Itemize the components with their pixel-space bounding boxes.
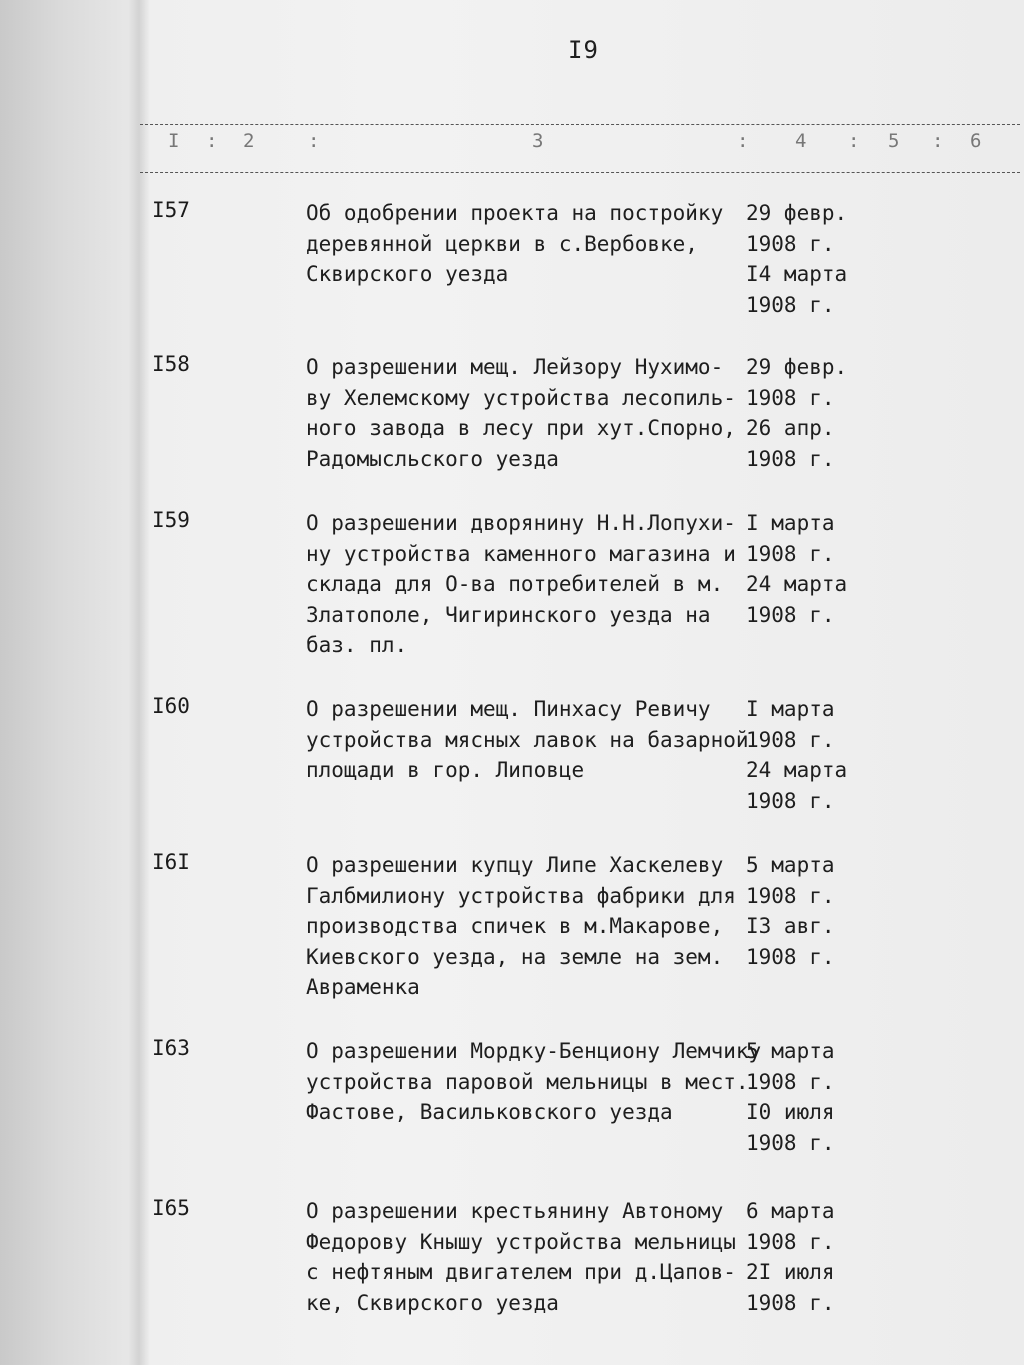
entry-date-line: 1908 г. [746, 1229, 835, 1254]
column-header-3: 3 [532, 130, 544, 152]
entry-number: I65 [152, 1196, 190, 1220]
page-number: I9 [568, 36, 599, 64]
entry-title-line: Авраменка [306, 975, 420, 999]
entry-date-line: I4 марта [746, 262, 848, 286]
entry-date-line: 5 марта [746, 853, 835, 877]
entry-date-line: I марта [746, 511, 835, 535]
entry-title-line: О разрешении Мордку-Бенциону Лемчику [306, 1039, 762, 1063]
column-header-5: 5 [888, 130, 900, 152]
entry-dates [746, 198, 886, 320]
entry-date-line: 2I июля [746, 1260, 835, 1284]
entry-title-line: ного завода в лесу при хут.Спорно, [306, 416, 736, 440]
column-separator: : [848, 130, 860, 152]
entry-date-line: I0 июля [746, 1100, 835, 1124]
column-separator: : [206, 130, 218, 152]
entry-date-line: 26 апр. [746, 416, 835, 440]
entry-title-line: ке, Сквирского уезда [306, 1290, 559, 1315]
entry-title-line: Федорову Кнышу устройства мельницы [306, 1229, 736, 1254]
entry-date-line: 1908 г. [746, 231, 835, 256]
entry-title [306, 850, 756, 1003]
column-header-6: 6 [970, 130, 982, 152]
entry-date-line: 29 февр. [746, 201, 848, 225]
entry-title-line: Сквирского уезда [306, 262, 509, 286]
entry-number: I58 [152, 352, 190, 376]
entry-dates [746, 694, 886, 816]
entry-title [306, 352, 756, 474]
entry-title [306, 694, 756, 786]
entry-title-line: О разрешении дворянину Н.Н.Лопухи- [306, 511, 736, 535]
entry-number: I6I [152, 850, 190, 874]
entry-title-line: О разрешении мещ. Пинхасу Ревичу [306, 697, 711, 721]
entry-date-line: 24 марта [746, 758, 848, 782]
entry-date-line: 1908 г. [746, 446, 835, 471]
column-separator: : [308, 130, 320, 152]
entry-date-line: 1908 г. [746, 883, 835, 908]
entry-dates [746, 1036, 886, 1158]
entry-date-line: 1908 г. [746, 1069, 835, 1094]
entry-title [306, 1036, 762, 1128]
entry-title-line: производства спичек в м.Макарове, [306, 914, 724, 938]
column-header-1: I [168, 130, 180, 152]
entry-title-line: О разрешении крестьянину Автоному [306, 1199, 724, 1223]
entry-title-line: Радомысльского уезда [306, 446, 559, 471]
entry-title-line: О разрешении купцу Липе Хаскелеву [306, 853, 724, 877]
entry-title-line: ну устройства каменного магазина и [306, 541, 736, 566]
column-separator: : [932, 130, 944, 152]
entry-title-line: деревянной церкви в с.Вербовке, [306, 231, 698, 256]
entry-date-line: I марта [746, 697, 835, 721]
entry-title-line: Об одобрении проекта на постройку [306, 201, 724, 225]
entry-date-line: 1908 г. [746, 602, 835, 627]
entry-title-line: Фастове, Васильковского уезда [306, 1100, 673, 1124]
entry-dates [746, 352, 886, 474]
entry-dates [746, 508, 886, 630]
entry-date-line: 24 марта [746, 572, 848, 596]
page-spine-shadow [128, 0, 150, 1365]
entry-number: I57 [152, 198, 190, 222]
entry-title-line: устройства паровой мельницы в мест. [306, 1069, 749, 1094]
column-header-row [140, 130, 1020, 164]
header-rule-top [140, 124, 1020, 125]
entry-title-line: устройства мясных лавок на базарной [306, 727, 749, 752]
entry-date-line: 5 марта [746, 1039, 835, 1063]
entry-title [306, 198, 756, 290]
entry-number: I60 [152, 694, 190, 718]
entry-date-line: 1908 г. [746, 292, 835, 317]
entry-date-line: 1908 г. [746, 1290, 835, 1315]
entry-title-line: Галбмилиону устройства фабрики для [306, 883, 736, 908]
entry-title-line: О разрешении мещ. Лейзору Нухимо- [306, 355, 724, 379]
entry-date-line: I3 авг. [746, 914, 835, 938]
entry-title-line: Златополе, Чигиринского уезда на [306, 602, 711, 627]
entry-date-line: 29 февр. [746, 355, 848, 379]
entry-number: I63 [152, 1036, 190, 1060]
column-header-4: 4 [795, 130, 807, 152]
column-header-2: 2 [243, 130, 255, 152]
entry-title-line: баз. пл. [306, 633, 408, 657]
entry-title-line: ву Хелемскому устройства лесопиль- [306, 385, 736, 410]
entry-title [306, 1196, 756, 1318]
entry-title-line: площади в гор. Липовце [306, 758, 585, 782]
entry-date-line: 6 марта [746, 1199, 835, 1223]
entry-date-line: 1908 г. [746, 541, 835, 566]
entry-title-line: склада для О-ва потребителей в м. [306, 572, 724, 596]
header-rule-bottom [140, 172, 1020, 173]
entry-title-line: Киевского уезда, на земле на зем. [306, 944, 724, 969]
entry-date-line: 1908 г. [746, 1130, 835, 1155]
entry-date-line: 1908 г. [746, 788, 835, 813]
entry-title [306, 508, 756, 661]
entry-date-line: 1908 г. [746, 944, 835, 969]
entry-dates [746, 850, 886, 972]
entry-number: I59 [152, 508, 190, 532]
entry-title-line: с нефтяным двигателем при д.Цапов- [306, 1260, 736, 1284]
entry-date-line: 1908 г. [746, 385, 835, 410]
column-separator: : [737, 130, 749, 152]
entry-dates [746, 1196, 886, 1318]
entry-date-line: 1908 г. [746, 727, 835, 752]
